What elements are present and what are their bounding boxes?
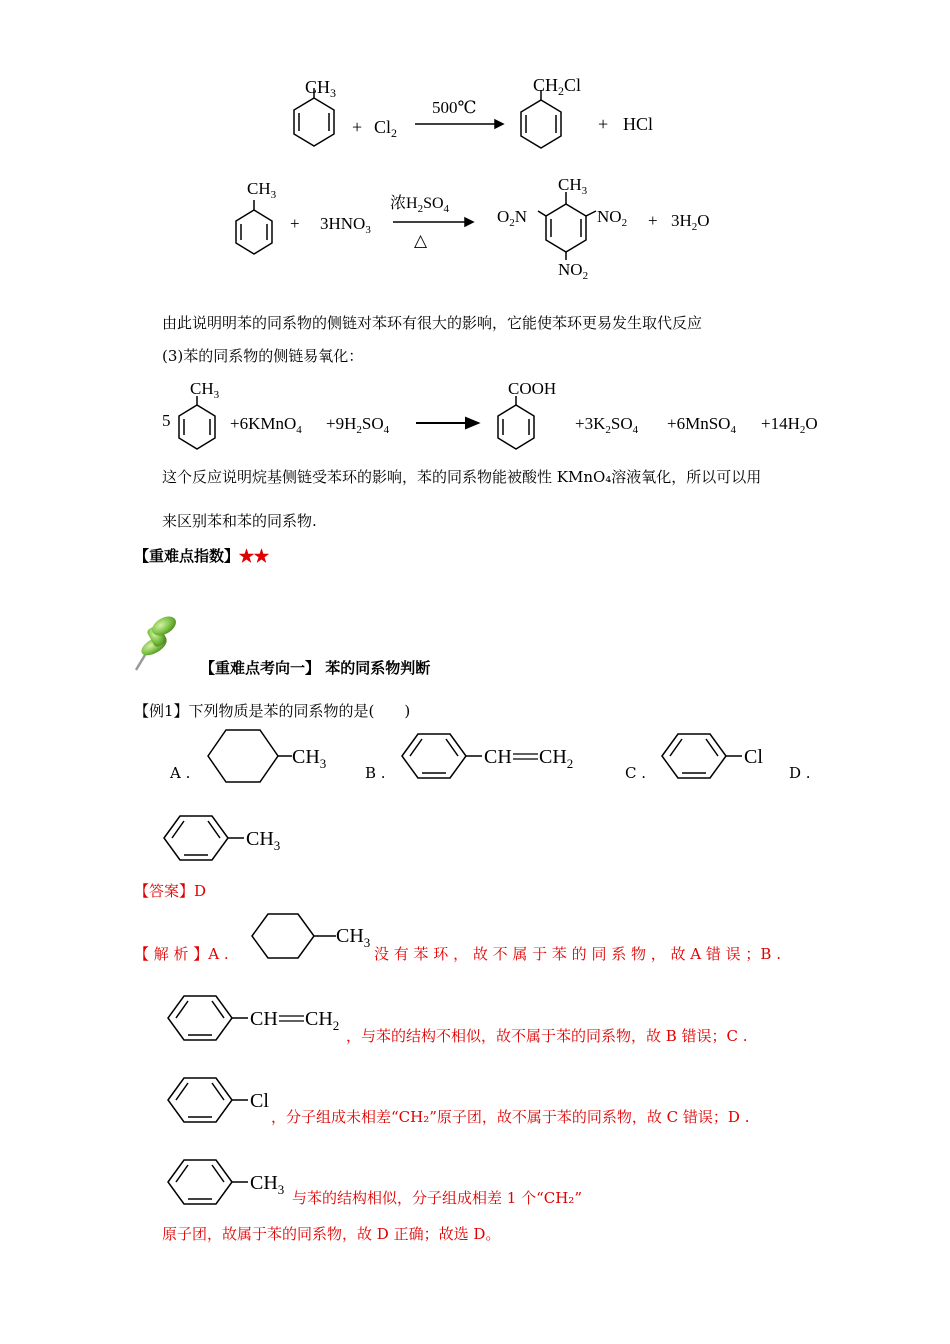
r2-plus1: +	[290, 214, 300, 233]
r2-reactant-group: $CH_3$	[247, 179, 277, 201]
r1-plus2: +	[598, 114, 609, 134]
option-b-structure	[398, 722, 598, 792]
svg-text:CH2: $CH_2$	[305, 1008, 340, 1033]
r3-reagent2: $+9H_2SO_4$	[326, 414, 390, 436]
analysis-a-structure	[246, 910, 386, 980]
r2-condition-bottom: △	[414, 231, 428, 250]
benzene-ring	[236, 200, 272, 254]
option-c-label: C .	[625, 764, 647, 782]
section-title: 【重难点考向一】 苯的同系物判断	[200, 659, 431, 677]
option-c-structure	[658, 722, 778, 792]
r1-reagent: $Cl_2$	[374, 117, 398, 140]
r1-condition: 500℃	[432, 98, 477, 117]
r2-condition-top: 浓$H_2SO_4$	[390, 195, 450, 215]
r3-byproduct1: $+3K_2SO_4$	[575, 414, 639, 436]
r1-plus1: +	[352, 117, 363, 137]
svg-text:Cl: Cl	[250, 1090, 269, 1112]
svg-text:CH3: $CH_3$	[250, 1172, 285, 1197]
r1-product-group: $CH_2Cl$	[533, 75, 582, 98]
svg-text:CH2: $CH_2$	[539, 746, 574, 771]
reaction-oxidation	[0, 372, 950, 462]
r3-byproduct2: +6MnSO$_4$	[667, 414, 736, 436]
r1-byproduct: HCl	[623, 114, 654, 134]
r2-plus2: +	[648, 211, 658, 230]
r3-coefficient: 5	[162, 411, 171, 430]
r1-reactant-group: $CH_3$	[305, 77, 337, 100]
conclusion: 原子团，故属于苯的同系物，故 D 正确；故选 D。	[162, 1225, 501, 1243]
option-b-label: B .	[365, 764, 386, 782]
difficulty-index	[134, 545, 269, 566]
r3-reagent1: +6KMnO$_4$	[230, 414, 302, 436]
paragraph: 来区别苯和苯的同系物.	[162, 512, 317, 530]
r2-product-left: $O_2N$	[497, 207, 528, 229]
option-a-structure	[200, 722, 370, 792]
answer: 【答案】D	[134, 882, 207, 900]
reaction-nitration	[0, 168, 950, 288]
option-d-label: D .	[789, 764, 811, 782]
svg-text:CH3: $CH_3$	[246, 828, 281, 853]
reaction-arrow	[416, 418, 478, 428]
pushpin-icon	[128, 614, 188, 674]
analysis-c: ，分子组成未相差“CH₂”原子团，故不属于苯的同系物，故 C 错误；D .	[271, 1108, 750, 1126]
option-a-label: A .	[170, 764, 191, 782]
difficulty-stars: ★★	[239, 547, 270, 565]
reaction-arrow	[415, 120, 503, 128]
analysis-b: ，与苯的结构不相似，故不属于苯的同系物，故 B 错误；C .	[346, 1027, 748, 1045]
r2-byproduct: $3H_2O$	[671, 211, 710, 233]
example-question: 【例1】下列物质是苯的同系物的是( )	[134, 702, 411, 720]
analysis-b-structure	[164, 984, 364, 1054]
svg-text:CH: CH	[484, 746, 512, 768]
r3-byproduct3: $+14H_2O$	[761, 414, 818, 436]
analysis-d: 与苯的结构相似，分子组成相差 1 个“CH₂”	[292, 1189, 582, 1207]
r2-product-bottom: $NO_2$	[558, 260, 589, 282]
benzene-ring	[179, 396, 215, 449]
analysis-c-structure	[164, 1066, 284, 1136]
paragraph: (3)苯的同系物的侧链易氧化：	[162, 347, 364, 365]
analysis-label: 【 解 析 】A .	[134, 945, 229, 963]
analysis-d-structure	[164, 1148, 304, 1218]
r3-product-group: COOH	[508, 379, 557, 398]
reaction-arrow	[393, 218, 473, 226]
chloro-group: Cl	[744, 746, 763, 768]
difficulty-label: 【重难点指数】	[134, 547, 240, 565]
benzene-ring	[538, 192, 596, 260]
svg-text:CH3: $CH_3$	[292, 746, 327, 771]
analysis-a: 没 有 苯 环 ， 故 不 属 于 苯 的 同 系 物 ， 故 A 错 误 ；B .	[374, 945, 781, 963]
r2-product-right: $NO_2$	[597, 207, 628, 229]
paragraph: 由此说明明苯的同系物的侧链对苯环有很大的影响，它能使苯环更易发生取代反应	[162, 314, 703, 332]
r2-product-top: $CH_3$	[558, 175, 588, 197]
option-d-structure	[160, 804, 300, 874]
svg-text:CH: CH	[250, 1008, 278, 1030]
r2-reagent: $3HNO_3$	[320, 214, 371, 236]
benzene-ring	[498, 396, 534, 449]
r3-reactant-group: $CH_3$	[190, 379, 220, 401]
paragraph: 这个反应说明烷基侧链受苯环的影响，苯的同系物能被酸性 KMnO₄溶液氧化，所以可以用	[162, 468, 762, 486]
benzene-ring	[521, 90, 561, 148]
reaction-chlorination	[0, 0, 950, 170]
svg-text:CH3: $CH_3$	[336, 925, 371, 950]
